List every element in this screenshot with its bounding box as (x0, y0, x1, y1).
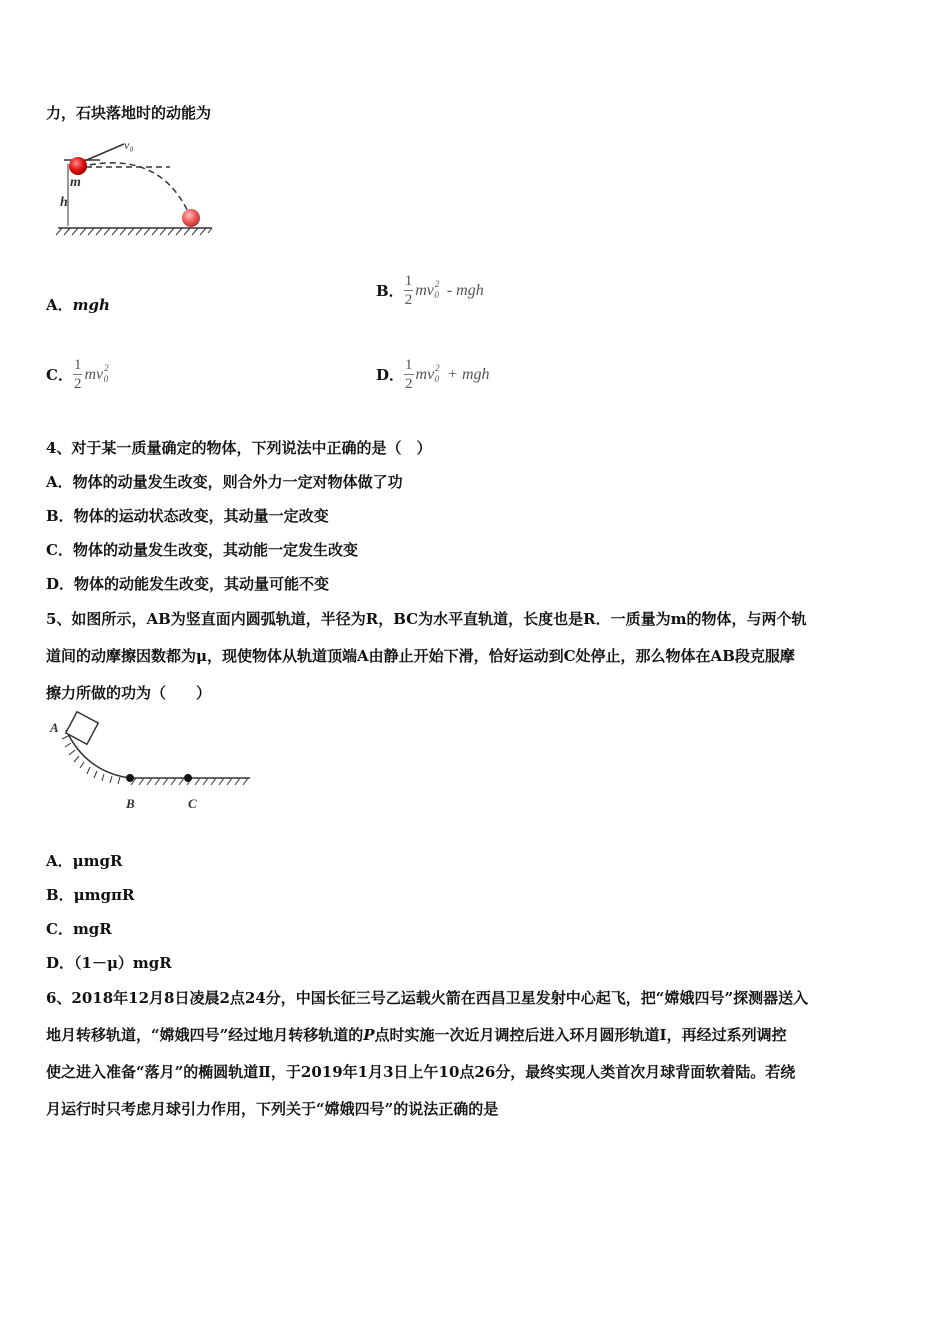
fraction-half: $\frac{1}{2}$ (404, 273, 413, 308)
label-b: B (126, 796, 135, 811)
m-label: m (70, 175, 81, 190)
option-letter: D． (376, 366, 405, 384)
q6-stem-line2: 地月转移轨道，“嫦娥四号”经过地月转移轨道的P点时实施一次近月调控后进入环月圆形轨道Ⅰ，再经过系列调控 (46, 1026, 787, 1044)
q3-option-b[interactable] (376, 272, 484, 309)
option-a-expr: mgh (72, 296, 110, 314)
q3-option-a[interactable] (46, 294, 110, 315)
option-letter: C． (46, 366, 73, 384)
q3-stem-tail: 力，石块落地时的动能为 (46, 104, 212, 122)
velocity-arrow (82, 144, 124, 162)
q5-option-a[interactable]: A．μmgR (46, 852, 123, 870)
fraction-half: $\frac{1}{2}$ (73, 357, 82, 392)
q5-option-d[interactable]: D．（1－μ）mgR (46, 954, 172, 972)
q5-stem-line1: 5、如图所示，AB为竖直面内圆弧轨道，半径为R，BC为水平直轨道，长度也是R．一质量为m的物体，与两个轨 (46, 610, 807, 628)
stone-start (69, 157, 87, 175)
v0-label: v₀ (124, 138, 134, 152)
arc-track-figure (46, 712, 256, 812)
option-d-expr: $mv^20$ + mgh (415, 362, 490, 384)
q4-stem: 4、对于某一质量确定的物体，下列说法中正确的是（ ） (46, 439, 432, 457)
point-c (184, 774, 192, 782)
q4-option-d[interactable]: D．物体的动能发生改变，其动量可能不变 (46, 575, 330, 593)
option-letter: A． (46, 296, 73, 314)
q6-stem-line1: 6、2018年12月8日凌晨2点24分，中国长征三号乙运载火箭在西昌卫星发射中心起飞，把“嫦娥四号”探测器送入 (46, 989, 809, 1007)
option-c-expr: $mv^20$ (84, 362, 109, 384)
label-c: C (188, 796, 197, 811)
point-b (126, 774, 134, 782)
ground-hatch (56, 228, 212, 235)
q4-option-a[interactable]: A．物体的动量发生改变，则合外力一定对物体做了功 (46, 473, 403, 491)
q6-stem-line3: 使之进入准备“落月”的椭圆轨道Ⅱ，于2019年1月3日上午10点26分，最终实现人类首次月球背面软着陆。若绕 (46, 1063, 796, 1081)
projectile-figure (50, 138, 220, 238)
q6-stem-line4: 月运行时只考虑月球引力作用，下列关于“嫦娥四号”的说法正确的是 (46, 1100, 499, 1118)
q4-option-b[interactable]: B．物体的运动状态改变，其动量一定改变 (46, 507, 329, 525)
q4-option-c[interactable]: C．物体的动量发生改变，其动能一定发生改变 (46, 541, 358, 559)
h-label: h (60, 195, 68, 210)
option-letter: B． (376, 282, 404, 300)
q3-option-d[interactable] (376, 356, 490, 393)
q5-option-c[interactable]: C．mgR (46, 920, 112, 938)
q5-option-b[interactable]: B．μmgπR (46, 886, 135, 904)
q5-stem-line2: 道间的动摩擦因数都为μ，现使物体从轨道顶端A由静止开始下滑，恰好运动到C处停止，那么物体在AB段克服摩 (46, 647, 795, 665)
trajectory (80, 163, 190, 216)
stone-end (182, 209, 200, 227)
q5-stem-line3: 擦力所做的功为（ ） (46, 684, 212, 702)
q3-option-c[interactable] (46, 356, 112, 393)
option-b-expr: $mv^20$ - mgh (415, 278, 484, 300)
label-a: A (50, 720, 59, 735)
point-p: P (363, 1026, 375, 1044)
fraction-half: $\frac{1}{2}$ (405, 357, 413, 392)
